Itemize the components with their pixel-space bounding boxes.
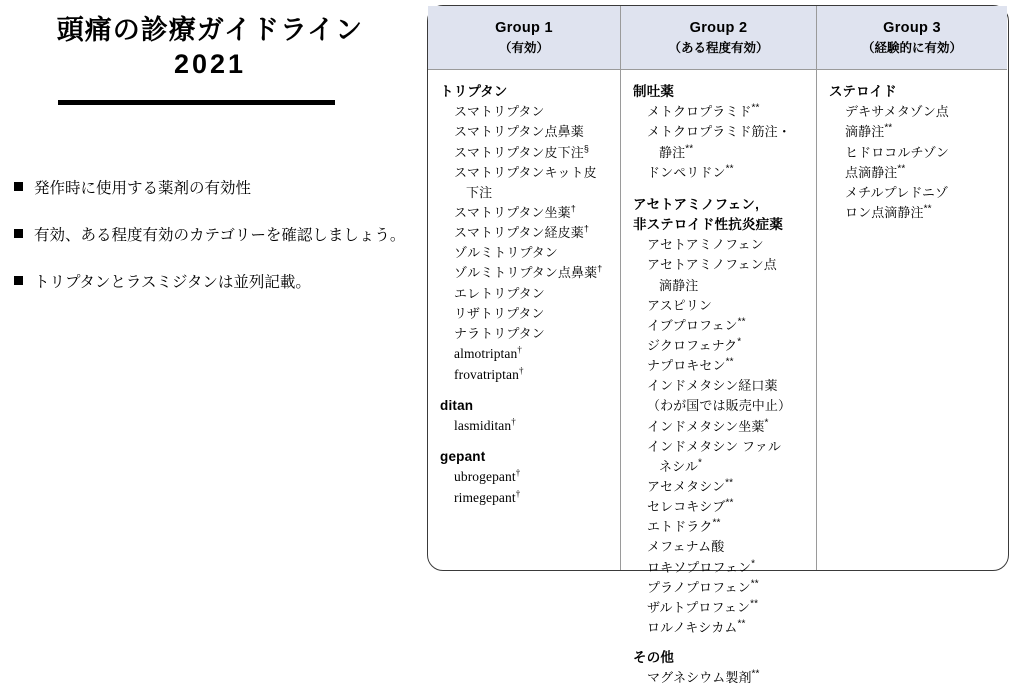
table-column-group-3: [817, 6, 1007, 570]
drug-item-continuation: ロン点滴静注**: [845, 203, 932, 220]
column-header: [621, 6, 816, 70]
drug-item: エレトリプタン: [454, 285, 545, 301]
bullet-text: 発作時に使用する薬剤の有効性: [34, 180, 252, 197]
title-underline: [58, 100, 335, 105]
column-header-title: Group 1: [495, 19, 553, 36]
table-column-group-2: [621, 6, 817, 686]
drug-item: イブプロフェン**: [647, 316, 746, 333]
drug-group-name: ステロイド: [829, 84, 897, 99]
drug-item: ドンペリドン**: [647, 163, 734, 180]
drug-group-name: トリプタン: [440, 84, 508, 99]
drug-item: エトドラク**: [647, 517, 721, 535]
drug-item-continuation: 点滴静注**: [845, 163, 906, 180]
drug-item: ナプロキセン**: [647, 356, 734, 374]
drug-item: （わが国では販売中止）: [647, 398, 792, 414]
column-header-title: Group 2: [689, 19, 748, 36]
drug-item: デキサメタゾン点: [845, 104, 949, 120]
drug-item: メトクロプラミド筋注・: [647, 124, 791, 140]
drug-item: アスピリン: [647, 297, 712, 313]
column-header-title: Group 3: [883, 19, 941, 36]
drug-item-continuation: 下注: [466, 184, 493, 200]
drug-item: プラノプロフェン**: [647, 578, 759, 595]
drug-item: マグネシウム製剤**: [647, 669, 760, 686]
drug-efficacy-table: [428, 6, 1008, 686]
drug-item: インドメタシン ファル: [647, 438, 781, 454]
drug-item: almotriptan†: [454, 344, 522, 361]
drug-item: メチルプレドニゾ: [845, 184, 949, 200]
drug-item: スマトリプタン: [454, 104, 545, 120]
drug-item: ubrogepant†: [454, 467, 521, 485]
drug-item: スマトリプタン坐薬†: [454, 203, 576, 220]
column-body: [621, 70, 816, 697]
square-bullet-icon: [14, 182, 23, 191]
square-bullet-icon: [14, 276, 23, 285]
drug-item-continuation: ネシル*: [659, 457, 702, 474]
list-item: [12, 175, 412, 202]
drug-group-name-2: 非ステロイド性抗炎症薬: [633, 217, 784, 233]
column-header-subtitle: （経験的に有効）: [861, 40, 962, 55]
drug-item: スマトリプタンキット皮: [454, 164, 597, 180]
drug-item: アセメタシン**: [647, 477, 734, 494]
drug-group-name: ditan: [440, 397, 474, 413]
drug-item: メフェナム酸: [647, 539, 725, 555]
drug-item: ヒドロコルチゾン: [845, 144, 950, 160]
bullet-text: トリプタンとラスミジタンは並列記載。: [34, 274, 311, 292]
drug-item: ロルノキシカム**: [647, 618, 746, 635]
drug-item: ゾルミトリプタン: [454, 245, 558, 261]
drug-group-name: 制吐薬: [633, 84, 675, 99]
left-content-area: [0, 0, 420, 576]
drug-efficacy-table-card: [427, 5, 1009, 686]
column-header: [428, 6, 620, 70]
drug-item: メトクロプラミド**: [647, 102, 760, 120]
list-item: [12, 269, 412, 296]
drug-item: セレコキシブ**: [647, 497, 734, 515]
list-item: [12, 222, 412, 249]
drug-item: lasmiditan†: [454, 416, 516, 434]
drug-item: リザトリプタン: [454, 305, 545, 321]
table-column-group-1: [428, 6, 621, 570]
title-line-1: 頭痛の診療ガイドライン: [56, 15, 364, 45]
drug-item: ゾルミトリプタン点鼻薬†: [454, 264, 603, 281]
drug-item: frovatriptan†: [454, 365, 524, 382]
drug-item: インドメタシン坐薬*: [647, 417, 769, 434]
bullet-text: 有効、ある程度有効のカテゴリーを確認しましょう。: [34, 227, 406, 245]
column-body: [817, 70, 1007, 231]
drug-item-continuation: 静注**: [659, 143, 694, 160]
drug-item: アセトアミノフェン点: [647, 257, 777, 273]
column-body: [428, 70, 620, 517]
column-header-subtitle: （有効）: [498, 40, 549, 55]
column-header: [817, 6, 1007, 70]
drug-item: インドメタシン経口薬: [647, 378, 778, 394]
drug-item-continuation: 滴静注: [659, 277, 699, 293]
drug-item: スマトリプタン経皮薬†: [454, 223, 589, 241]
drug-group-name: gepant: [440, 448, 486, 464]
drug-item: rimegepant†: [454, 488, 521, 506]
bullet-list: [12, 175, 412, 316]
drug-item-continuation: 滴静注**: [845, 123, 893, 140]
drug-item: アセトアミノフェン: [647, 237, 764, 253]
drug-group-name: アセトアミノフェン,: [633, 196, 760, 212]
drug-item: ナラトリプタン: [454, 325, 545, 341]
drug-item: ザルトプロフェン**: [647, 598, 759, 615]
title-line-2: 2021: [173, 48, 247, 79]
column-header-subtitle: （ある程度有効）: [668, 40, 769, 55]
page-title: [0, 14, 420, 82]
drug-item: ジクロフェナク*: [647, 336, 742, 354]
drug-item: スマトリプタン点鼻薬: [454, 124, 584, 140]
drug-item: ロキソプロフェン*: [647, 558, 756, 575]
square-bullet-icon: [14, 229, 23, 238]
drug-group-name: その他: [633, 650, 675, 666]
drug-item: スマトリプタン皮下注§: [454, 143, 589, 160]
